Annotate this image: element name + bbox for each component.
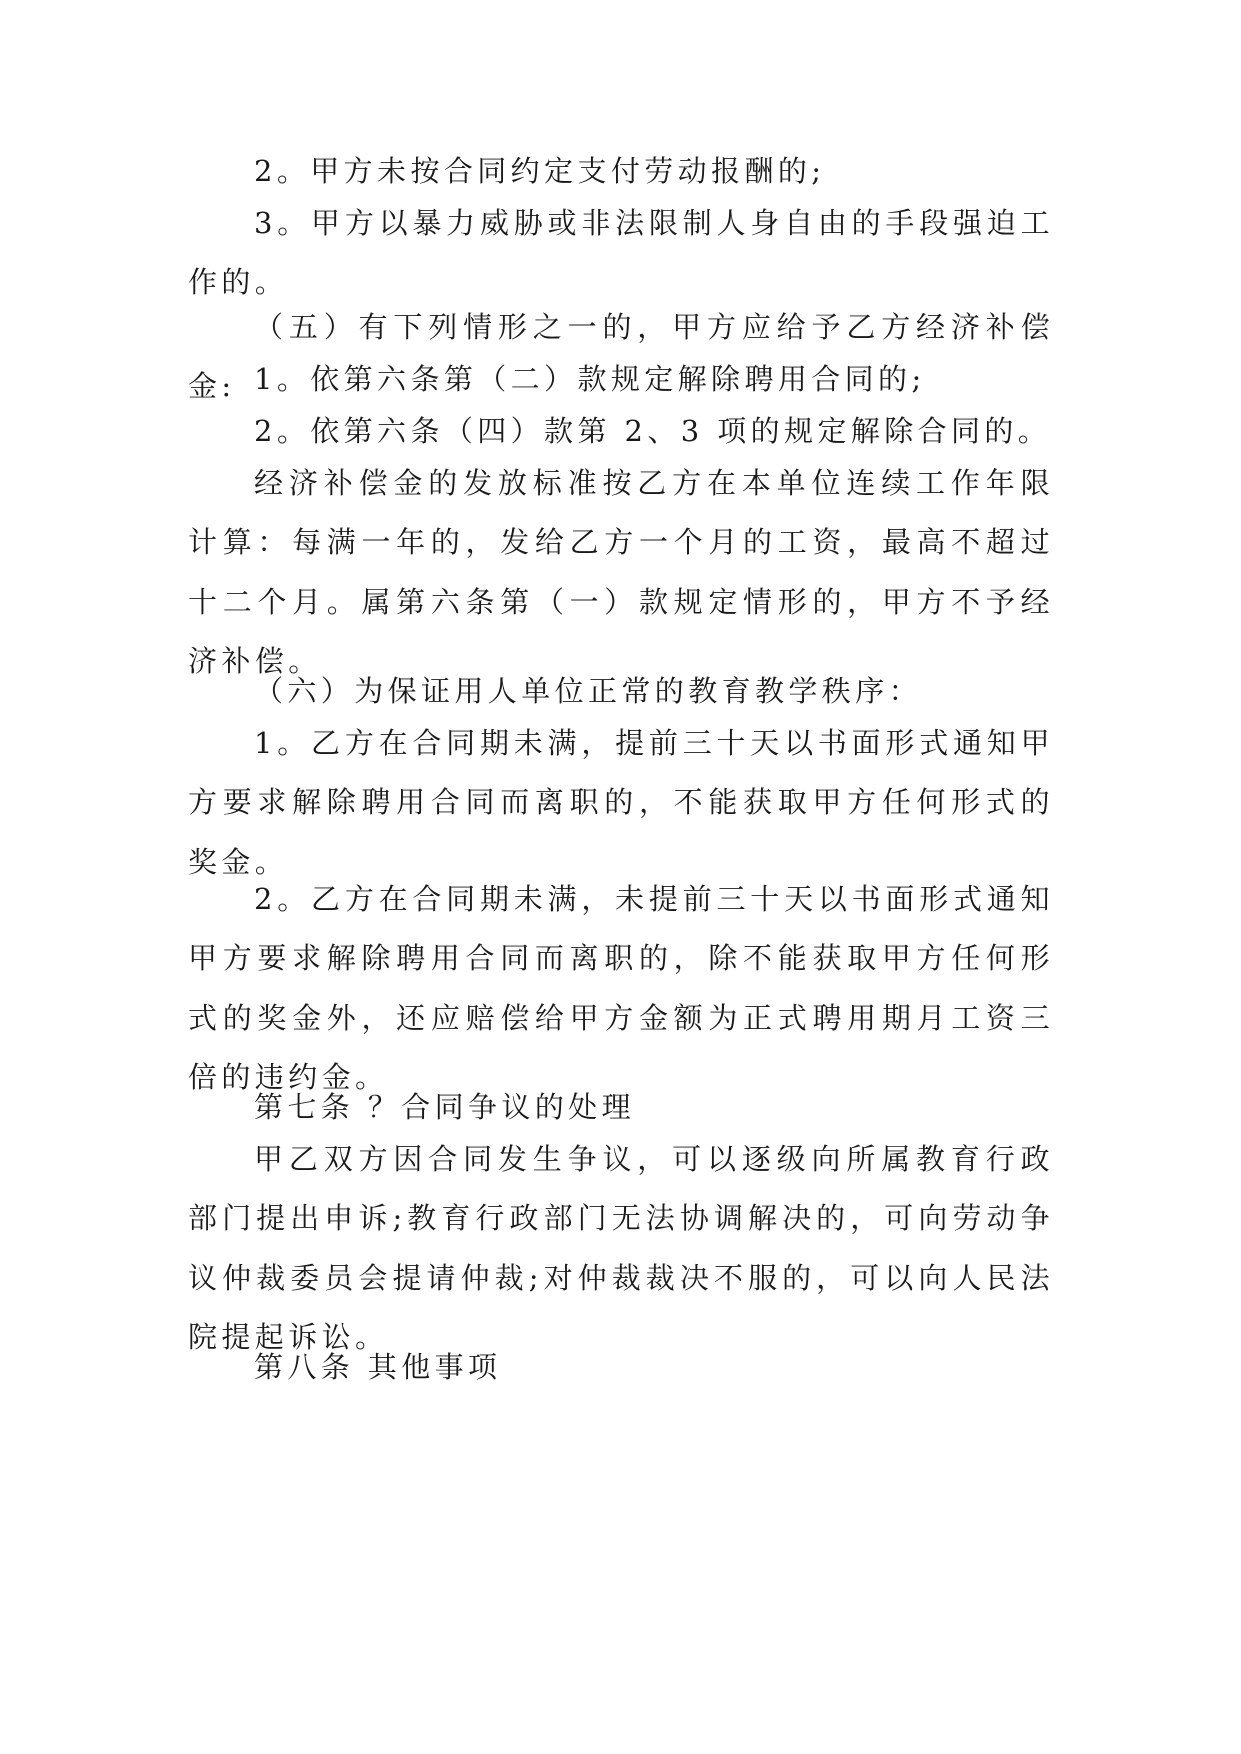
article-7-heading: 第七条 ？合同争议的处理 [254, 1090, 636, 1124]
paragraph-dispute-resolution: 甲乙双方因合同发生争议，可以逐级向所属教育行政部门提出申诉;教育行政部门无法协调解决的，可向劳动争议仲裁委员会提请仲裁;对仲裁裁决不服的，可以向人民法院提起诉讼。 [188, 1142, 1054, 1354]
paragraph-resignation-without-notice: 2。乙方在合同期未满，未提前三十天以书面形式通知甲方要求解除聘用合同而离职的，除不能获取甲方任何形式的奖金外，还应赔偿给甲方金额为正式聘用期月工资三倍的违约金。 [188, 882, 1054, 1094]
paragraph-item-2-unpaid-wages: 2。甲方未按合同约定支付劳动报酬的; [254, 154, 826, 188]
paragraph-compensation-standard: 经济补偿金的发放标准按乙方在本单位连续工作年限计算：每满一年的，发给乙方一个月的工资，最高不超过十二个月。属第六条第（一）款规定情形的，甲方不予经济补偿。 [188, 466, 1054, 678]
paragraph-compensation-item-1: 1。依第六条第（二）款规定解除聘用合同的; [254, 362, 926, 396]
paragraph-resignation-with-notice: 1。乙方在合同期未满，提前三十天以书面形式通知甲方要求解除聘用合同而离职的，不能获取甲方任何形式的奖金。 [188, 726, 1054, 879]
article-8-heading: 第八条 其他事项 [254, 1350, 502, 1384]
paragraph-item-3-coercion: 3。甲方以暴力威胁或非法限制人身自由的手段强迫工作的。 [188, 206, 1054, 300]
paragraph-section-6-order: （六）为保证用人单位正常的教育教学秩序： [254, 674, 923, 708]
paragraph-section-5-compensation: （五）有下列情形之一的，甲方应给予乙方经济补偿金: [188, 310, 1054, 404]
paragraph-compensation-item-2: 2。依第六条（四）款第 2、3 项的规定解除合同的。 [254, 414, 1052, 448]
